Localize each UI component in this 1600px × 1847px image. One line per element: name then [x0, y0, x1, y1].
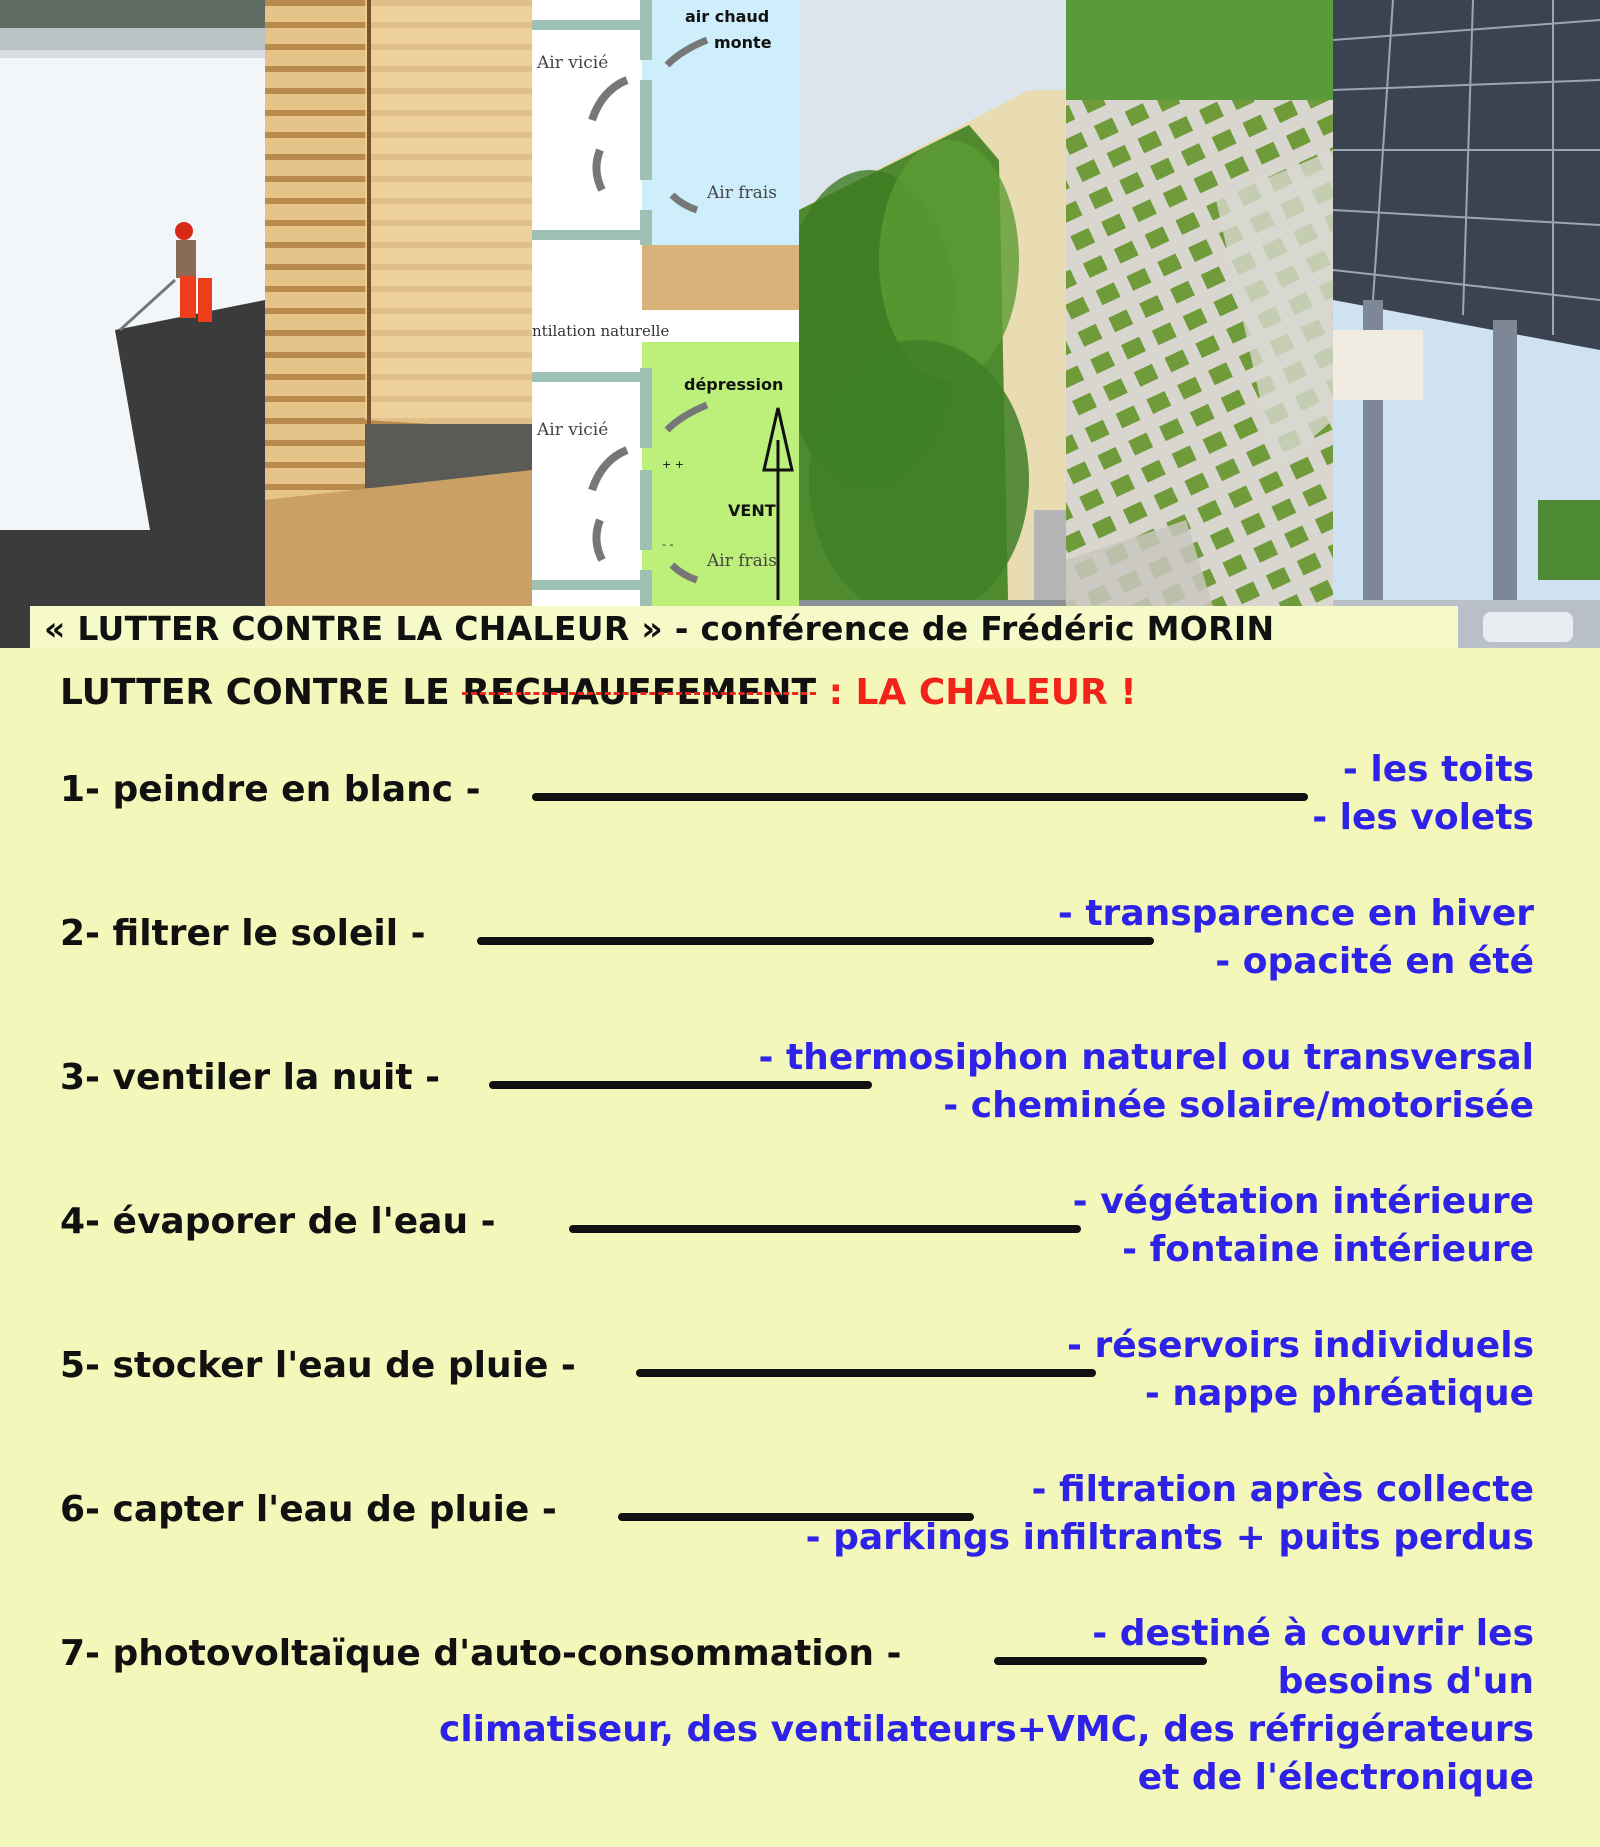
- diagram-label-air-frais-top: Air frais: [707, 183, 777, 203]
- diagram-label-ventilation: ntilation naturelle: [532, 322, 670, 340]
- photo-banner: [0, 0, 1600, 648]
- benefit-line: - destiné à couvrir les: [1092, 1613, 1534, 1654]
- diagram-label-depression: dépression: [684, 375, 784, 394]
- list-item-1: [0, 742, 1600, 882]
- benefit-line: - transparence en hiver: [1057, 893, 1534, 934]
- connector-line: [477, 937, 1154, 945]
- item-label: 7- photovoltaïque d'auto-consommation -: [60, 1633, 902, 1674]
- item-benefits: [1073, 1178, 1534, 1274]
- benefit-line: - filtration après collecte: [1031, 1469, 1534, 1510]
- list-item-3: [0, 1030, 1600, 1170]
- ventilation-diagram: [532, 0, 799, 648]
- item-benefits: [1067, 1322, 1534, 1418]
- benefit-line: climatiseur, des ventilateurs+VMC, des réfrigérateurs: [438, 1709, 1534, 1750]
- banner-caption: [30, 606, 1458, 648]
- list-item-7: [0, 1606, 1600, 1826]
- photo-white-roof: [0, 0, 265, 648]
- benefit-line: - végétation intérieure: [1072, 1181, 1534, 1222]
- item-label: 6- capter l'eau de pluie -: [60, 1489, 557, 1530]
- caption-text: « LUTTER CONTRE LA CHALEUR » - conférence de Frédéric MORIN: [44, 609, 1275, 648]
- diagram-label-air-chaud: air chaud: [685, 7, 770, 26]
- benefit-line: besoins d'un: [1277, 1661, 1534, 1702]
- connector-line: [569, 1225, 1081, 1233]
- item-benefits: [1312, 746, 1534, 842]
- item-benefits: [759, 1034, 1535, 1130]
- benefit-line: - opacité en été: [1215, 941, 1534, 982]
- photo-shutters: [265, 0, 532, 648]
- item-benefits: [1058, 890, 1534, 986]
- diagram-label-air-frais-bottom: Air frais: [707, 551, 777, 571]
- heading-suffix: : LA CHALEUR !: [816, 672, 1137, 713]
- benefit-line: - thermosiphon naturel ou transversal: [758, 1037, 1534, 1078]
- benefit-line: et de l'électronique: [1137, 1757, 1534, 1798]
- diagram-label-air-vicie-bottom: Air vicié: [537, 420, 609, 440]
- diagram-label-air-vicie-top: Air vicié: [537, 53, 609, 73]
- photo-green-wall: [799, 0, 1066, 648]
- connector-line: [532, 793, 1308, 801]
- diagram-label-monte: monte: [714, 33, 772, 52]
- heading-struck-word: RECHAUFFEMENT: [462, 672, 817, 713]
- benefit-line: - cheminée solaire/motorisée: [943, 1085, 1534, 1126]
- photo-solar-carport: [1333, 0, 1600, 648]
- benefit-line: - réservoirs individuels: [1067, 1325, 1534, 1366]
- benefit-line: - parkings infiltrants + puits perdus: [805, 1517, 1534, 1558]
- list-item-6: [0, 1462, 1600, 1602]
- list-item-5: [0, 1318, 1600, 1458]
- diagram-label-plus: + +: [662, 458, 684, 471]
- heading-prefix: LUTTER CONTRE LE: [60, 672, 463, 713]
- photo-grass-pavers: [1066, 0, 1333, 648]
- item-label: 4- évaporer de l'eau -: [60, 1201, 496, 1242]
- item-label: 2- filtrer le soleil -: [60, 913, 426, 954]
- item-label: 1- peindre en blanc -: [60, 769, 481, 810]
- benefit-line: - les toits: [1342, 749, 1534, 790]
- diagram-label-vent: VENT: [728, 501, 776, 520]
- item-label: 5- stocker l'eau de pluie -: [60, 1345, 576, 1386]
- benefit-line: - fontaine intérieure: [1122, 1229, 1534, 1270]
- connector-line: [636, 1369, 1096, 1377]
- item-benefits: [439, 1610, 1534, 1802]
- diagram-label-minus: - -: [662, 538, 674, 551]
- list-item-2: [0, 886, 1600, 1026]
- item-label: 3- ventiler la nuit -: [60, 1057, 441, 1098]
- item-benefits: [806, 1466, 1534, 1562]
- page-heading: [60, 672, 1137, 713]
- benefit-line: - les volets: [1312, 797, 1534, 838]
- list-item-4: [0, 1174, 1600, 1314]
- benefit-line: - nappe phréatique: [1144, 1373, 1534, 1414]
